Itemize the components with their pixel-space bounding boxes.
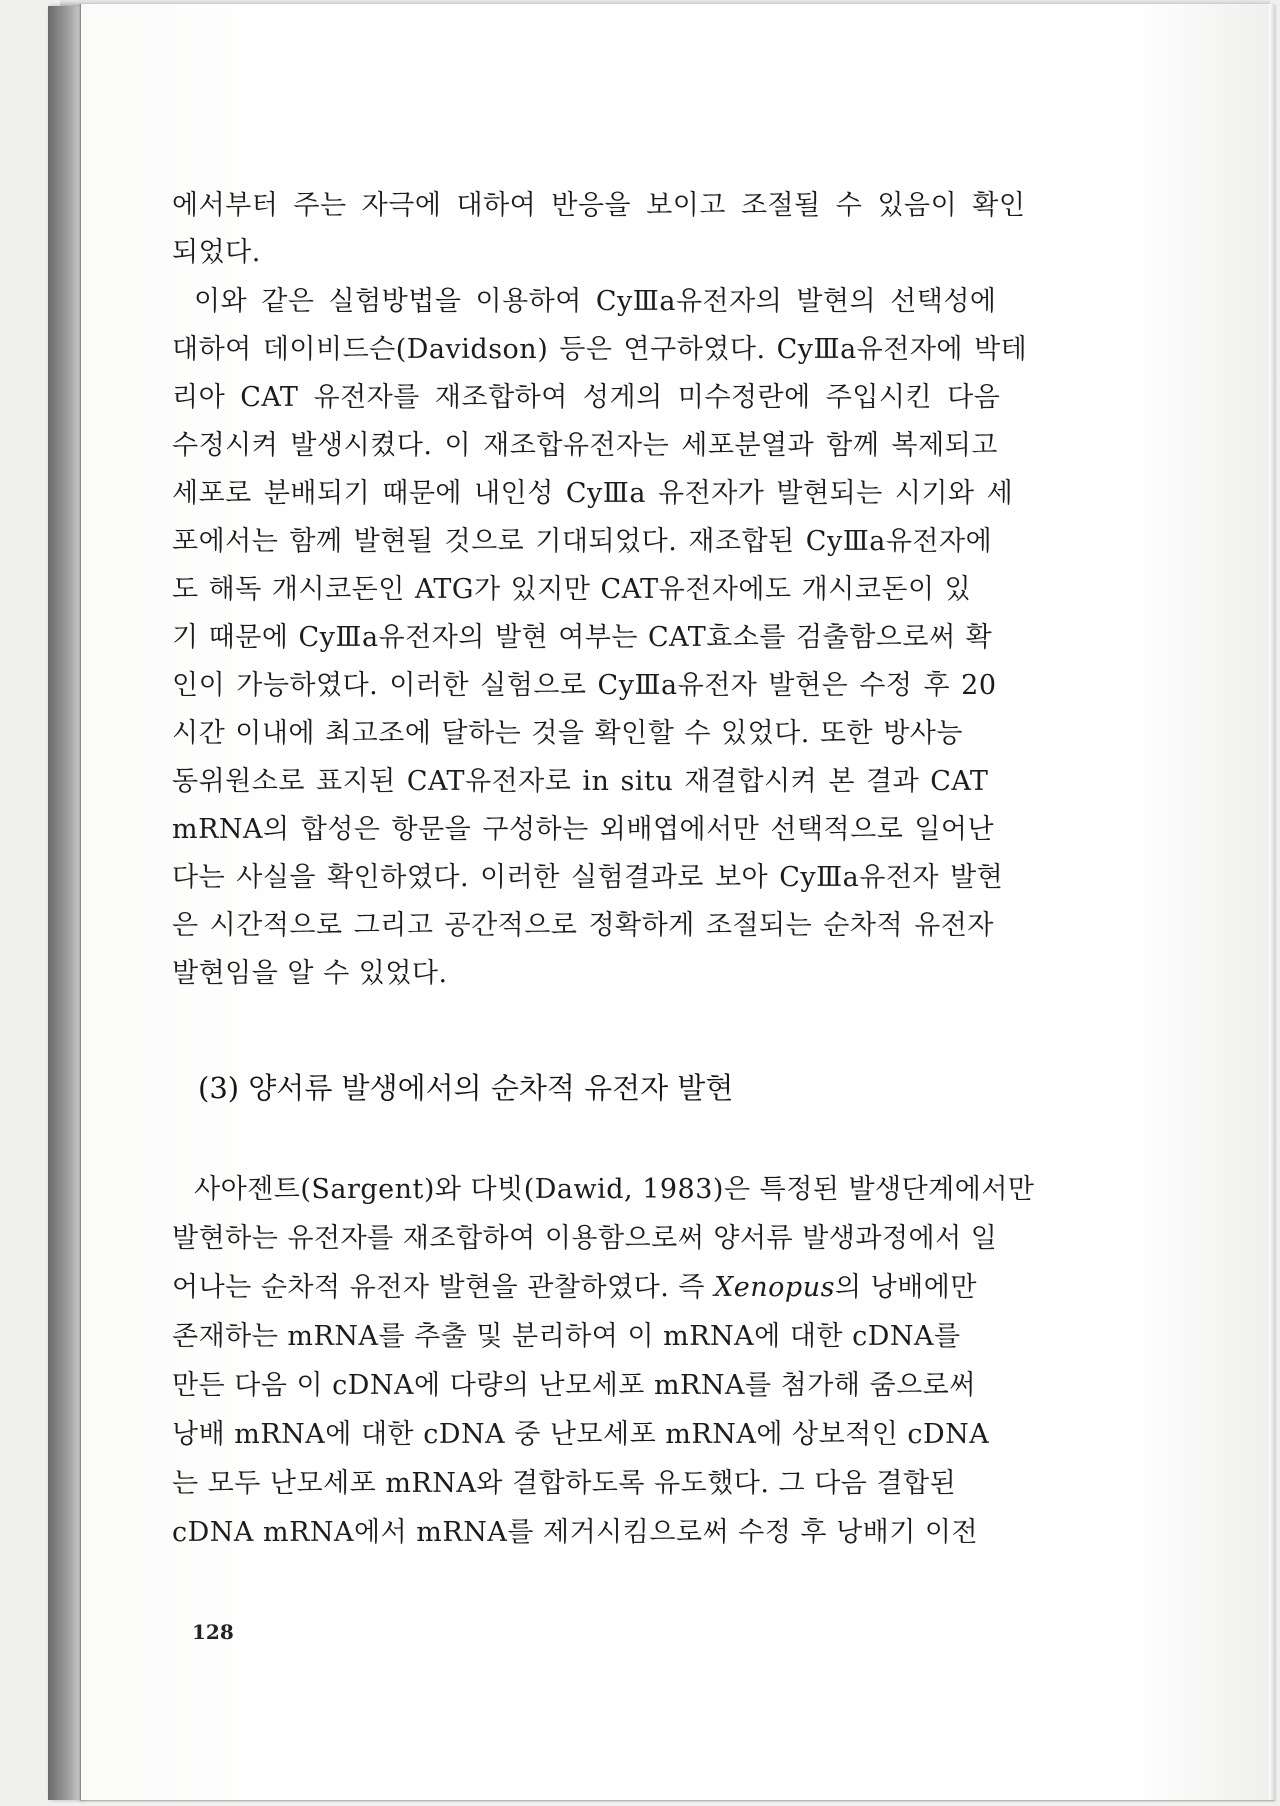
- text-line: cDNA mRNA에서 mRNA를 제거시킴으로써 수정 후 낭배기 이전: [172, 1517, 979, 1548]
- text-line: 낭배 mRNA에 대한 cDNA 중 난모세포 mRNA에 상보적인 cDNA: [172, 1419, 990, 1450]
- species-name: Xenopus: [714, 1272, 835, 1303]
- section-heading: (3) 양서류 발생에서의 순차적 유전자 발현: [198, 1071, 734, 1105]
- text-line: 세포로 분배되기 때문에 내인성 CyⅢa 유전자가 발현되는 시기와 세: [172, 478, 1014, 509]
- page-edge-shadow: [1269, 4, 1275, 1800]
- text-line: 사아젠트(Sargent)와 다빗(Dawid, 1983)은 특정된 발생단계에서만: [194, 1174, 1035, 1205]
- text-line: 도 해독 개시코돈인 ATG가 있지만 CAT유전자에도 개시코돈이 있: [172, 574, 972, 605]
- text-line: 포에서는 함께 발현될 것으로 기대되었다. 재조합된 CyⅢa유전자에: [172, 526, 993, 557]
- text-line: 인이 가능하였다. 이러한 실험으로 CyⅢa유전자 발현은 수정 후 20: [172, 670, 997, 701]
- text-line: 대하여 데이비드슨(Davidson) 등은 연구하였다. CyⅢa유전자에 박테: [172, 334, 1028, 365]
- text-line: 만든 다음 이 cDNA에 다량의 난모세포 mRNA를 첨가해 줌으로써: [172, 1370, 976, 1401]
- text-line: 수정시켜 발생시켰다. 이 재조합유전자는 세포분열과 함께 복제되고: [172, 430, 998, 461]
- text-segment: 의 낭배에만: [834, 1272, 977, 1303]
- text-line: 존재하는 mRNA를 추출 및 분리하여 이 mRNA에 대한 cDNA를: [172, 1321, 961, 1352]
- text-line: 은 시간적으로 그리고 공간적으로 정확하게 조절되는 순차적 유전자: [172, 910, 994, 941]
- text-line: 되었다.: [172, 237, 261, 268]
- text-line: 동위원소로 표지된 CAT유전자로 in situ 재결합시켜 본 결과 CAT: [172, 766, 989, 797]
- text-line: mRNA의 합성은 항문을 구성하는 외배엽에서만 선택적으로 일어난: [172, 814, 995, 845]
- text-line: 발현임을 알 수 있었다.: [172, 958, 448, 989]
- page-number: 128: [192, 1620, 234, 1644]
- book-spine: [48, 6, 82, 1800]
- text-line: 리아 CAT 유전자를 재조합하여 성게의 미수정란에 주입시킨 다음: [172, 382, 1001, 413]
- text-segment: 어나는 순차적 유전자 발현을 관찰하였다. 즉: [172, 1272, 715, 1303]
- text-line: 발현하는 유전자를 재조합하여 이용함으로써 양서류 발생과정에서 일: [172, 1223, 998, 1254]
- text-line: 시간 이내에 최고조에 달하는 것을 확인할 수 있었다. 또한 방사능: [172, 718, 963, 749]
- text-line: 기 때문에 CyⅢa유전자의 발현 여부는 CAT효소를 검출함으로써 확: [172, 622, 993, 653]
- text-line: 이와 같은 실험방법을 이용하여 CyⅢa유전자의 발현의 선택성에: [194, 286, 997, 317]
- text-line: [172, 1265, 977, 1304]
- text-line: 다는 사실을 확인하였다. 이러한 실험결과로 보아 CyⅢa유전자 발현: [172, 862, 1004, 893]
- text-line: 는 모두 난모세포 mRNA와 결합하도록 유도했다. 그 다음 결합된: [172, 1468, 957, 1499]
- text-line: 에서부터 주는 자극에 대하여 반응을 보이고 조절될 수 있음이 확인: [172, 190, 1026, 221]
